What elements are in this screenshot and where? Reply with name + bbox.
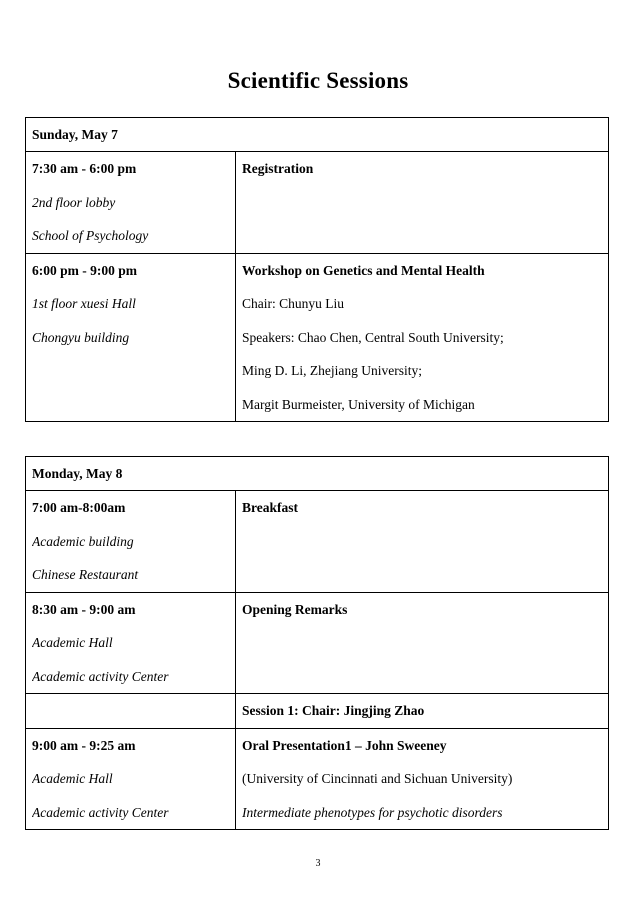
day-header: Monday, May 8 <box>26 457 609 491</box>
spacer-line <box>242 626 602 660</box>
spacer-line <box>32 388 229 422</box>
session-detail-cell <box>236 253 609 422</box>
time-location-cell <box>26 253 236 422</box>
time-location-line: Academic Hall <box>32 771 113 786</box>
schedule-row <box>26 491 609 593</box>
spacer-line <box>32 694 229 728</box>
time-location-line: Academic activity Center <box>32 668 169 684</box>
time-location-line: Academic Hall <box>32 635 113 650</box>
schedule-row <box>26 728 609 830</box>
schedule-row <box>26 253 609 422</box>
session-detail-cell <box>236 728 609 830</box>
page-title: Scientific Sessions <box>227 68 409 93</box>
session-detail-line: (University of Cincinnati and Sichuan University) <box>242 771 513 786</box>
session-detail-line: Chair: Chunyu Liu <box>242 296 344 311</box>
schedule-row <box>26 592 609 694</box>
spacer-line <box>32 354 229 388</box>
time-location-line: School of Psychology <box>32 228 149 243</box>
schedule-row <box>26 694 609 729</box>
schedule-row <box>26 152 609 254</box>
session-detail-line: Registration <box>242 161 314 176</box>
time-location-line: Academic activity Center <box>32 804 169 820</box>
spacer-line <box>242 660 602 694</box>
schedule-tables-container <box>25 117 636 830</box>
session-detail-line: Breakfast <box>242 500 298 515</box>
spacer-line <box>242 525 602 559</box>
session-detail-line: Oral Presentation1 – John Sweeney <box>242 737 447 753</box>
time-location-cell <box>26 152 236 254</box>
day-header-row <box>26 118 609 152</box>
time-location-line: Chongyu building <box>32 329 130 345</box>
time-location-line: 9:00 am - 9:25 am <box>32 737 136 753</box>
spacer-line <box>242 186 602 220</box>
time-location-cell <box>26 592 236 694</box>
time-location-cell <box>26 728 236 830</box>
day-header-row <box>26 457 609 491</box>
session-detail-line: Opening Remarks <box>242 601 348 617</box>
spacer-line <box>242 219 602 253</box>
time-location-line: 8:30 am - 9:00 am <box>32 601 136 617</box>
session-detail-cell <box>236 694 609 729</box>
time-location-line: 7:30 am - 6:00 pm <box>32 161 137 176</box>
session-detail-cell <box>236 592 609 694</box>
spacer-line <box>242 558 602 592</box>
time-location-line: 7:00 am-8:00am <box>32 500 126 515</box>
session-detail-line: Speakers: Chao Chen, Central South University; <box>242 329 504 345</box>
time-location-line: Academic building <box>32 533 134 549</box>
session-detail-line: Workshop on Genetics and Mental Health <box>242 262 485 278</box>
schedule-table <box>25 117 609 422</box>
session-detail-line: Session 1: Chair: Jingjing Zhao <box>242 703 425 718</box>
day-header: Sunday, May 7 <box>26 118 609 152</box>
time-location-cell <box>26 491 236 593</box>
time-location-line: 6:00 pm - 9:00 pm <box>32 262 137 278</box>
page-number: 3 <box>315 858 321 869</box>
time-location-line: 2nd floor lobby <box>32 194 116 210</box>
time-location-line: 1st floor xuesi Hall <box>32 296 136 311</box>
session-detail-line: Ming D. Li, Zhejiang University; <box>242 363 422 378</box>
schedule-table <box>25 456 609 830</box>
session-detail-line: Intermediate phenotypes for psychotic disorders <box>242 804 503 820</box>
session-detail-cell <box>236 491 609 593</box>
time-location-line: Chinese Restaurant <box>32 567 139 582</box>
session-detail-cell <box>236 152 609 254</box>
time-location-cell <box>26 694 236 729</box>
session-detail-line: Margit Burmeister, University of Michigan <box>242 396 475 412</box>
